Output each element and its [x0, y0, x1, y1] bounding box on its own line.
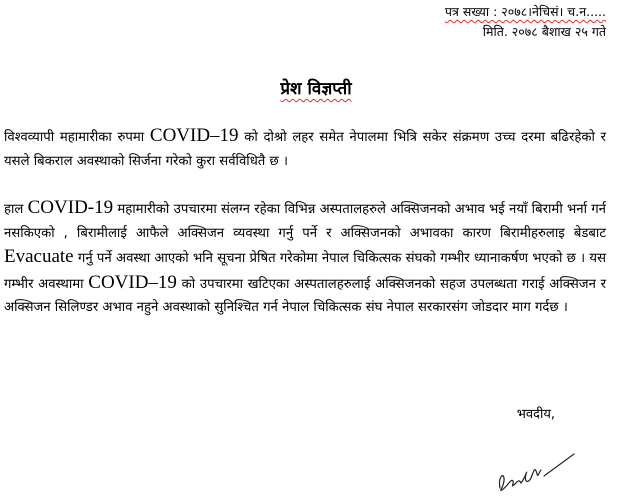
signature [494, 448, 584, 496]
paragraph-2: हाल COVID-19 महामारीको उपचारमा संलग्न रहेका विभिन्न अस्पतालहरुले अक्सिजनको अभाव भई नयाँ बिरामी भर्ना गर्न नसकिएको , बिरामीलाई आफैले अक्सिजन व्यवस्था गर्नु पर्ने र अक्सिजनको अभावका कारण बिरामीहरुलाइ बेडबाट Evacuate गर्नु पर्ने अवस्था आएको भनि सूचना प्रेषित गरेकोमा नेपाल चिकित्सक संघको गम्भीर ध्यानाकर्षण भएको छ । यस गम्भीर अवस्थामा COVID–19 को उपचारमा खटिएका अस्पतालहरुलाई अक्सिजनको सहज उपलब्धता गराई अक्सिजन र अक्सिजन सिलिण्डर अभाव नहुने अवस्थाको सुनिश्चित गर्न नेपाल चिकित्सक संघ नेपाल सरकारसंग जोडदार माग गर्दछ । [4, 197, 606, 315]
letter-number: पत्र सख्या : २०७८।नेचिसं। च.न..... [444, 4, 606, 19]
document-title: प्रेश विज्ञप्ती [280, 79, 352, 99]
paragraph-1: विश्वव्यापी महामारीका रुपमा COVID–19 को दोश्रो लहर समेत नेपालमा भित्रि सकेर संक्रमण उच्च दरमा बढिरहेको र यसले बिकराल अवस्थाको सिर्जना गरेको कुरा सर्वविधितै छ । [4, 125, 606, 169]
latin-term: Evacuate [4, 246, 74, 267]
reference-block [445, 2, 606, 42]
document-title-wrap [0, 76, 632, 99]
latin-term: COVID–19 [149, 125, 239, 146]
closing-salutation: भवदीय, [516, 407, 555, 422]
signature-graphic [494, 448, 584, 496]
latin-term: COVID-19 [27, 197, 114, 218]
letter-date: मिति. २०७८ बैशाख २५ गते [482, 24, 606, 39]
latin-term: COVID–19 [88, 271, 177, 293]
